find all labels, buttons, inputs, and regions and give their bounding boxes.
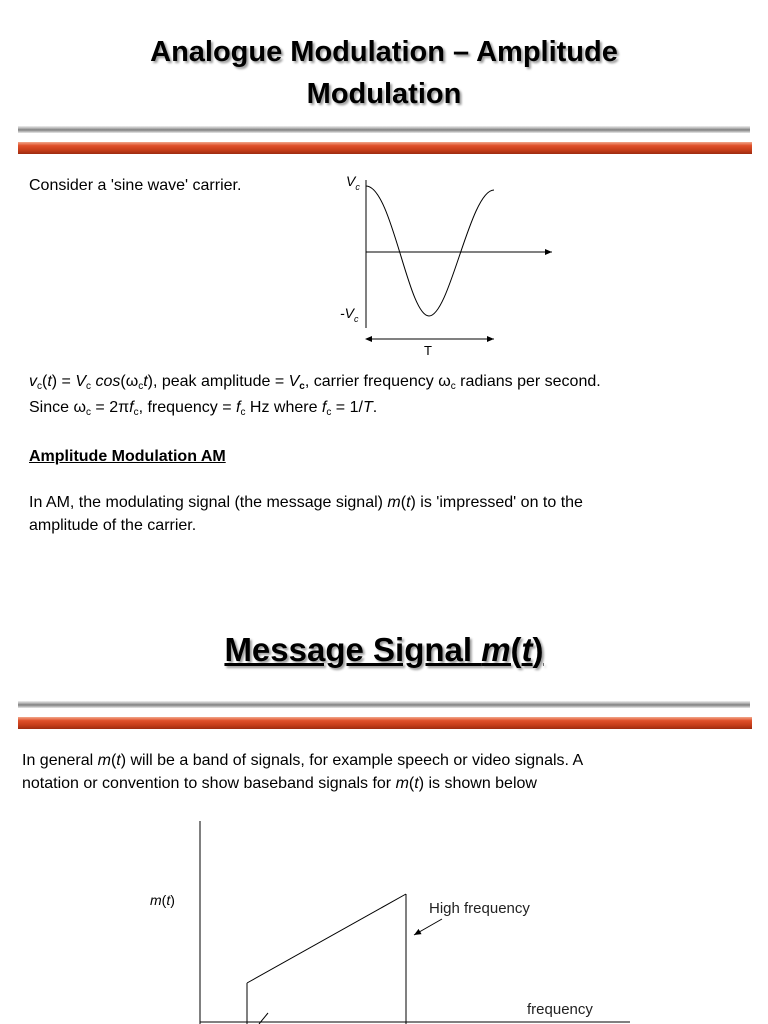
divider-grey-2 — [18, 701, 750, 708]
message-signal-title: Message Signal m(t) — [224, 631, 544, 668]
am-heading: Amplitude Modulation AM — [29, 448, 226, 465]
general-paragraph-line2: notation or convention to show baseband signals for m(t) is shown below — [22, 775, 537, 792]
high-frequency-arrow — [414, 919, 442, 935]
am-paragraph-line1: In AM, the modulating signal (the message signal) m(t) is 'impressed' on to the — [29, 494, 583, 511]
baseband-spectrum-diagram — [140, 815, 640, 1024]
frequency-equation: Since $\omega_c = 2\pi f_c$, frequency = $f_c$ Hz where $f_c = 1/T$. — [29, 399, 378, 418]
carrier-wave-plot — [330, 168, 570, 360]
divider-grey — [18, 126, 750, 133]
spectrum-slope — [247, 894, 406, 983]
carrier-equation: $v_c(t) = V_c$ $\cos(\omega_ct)$, peak amplitude = $V_c$, carrier frequency $\omega_c$ radians per second. — [29, 373, 601, 392]
frequency-axis-label: frequency — [527, 1001, 593, 1018]
cosine-curve — [366, 186, 494, 316]
vc-top-label: $V_c$ — [346, 173, 360, 192]
am-paragraph-line2: amplitude of the carrier. — [29, 517, 197, 534]
spectrum-y-label: m(t) — [150, 892, 175, 908]
page-title-line2: Modulation — [306, 78, 462, 110]
divider-red — [18, 142, 752, 154]
intro-text: Consider a 'sine wave' carrier. — [29, 177, 242, 194]
general-paragraph-line1: In general m(t) will be a band of signals, for example speech or video signals. A — [22, 752, 584, 769]
vc-bottom-label: $-V_c$ — [340, 305, 359, 324]
divider-red-2 — [18, 717, 752, 729]
page-title-line1: Analogue Modulation – Amplitude — [150, 36, 618, 68]
period-label: T — [424, 343, 432, 358]
high-frequency-label: High frequency — [429, 900, 530, 917]
